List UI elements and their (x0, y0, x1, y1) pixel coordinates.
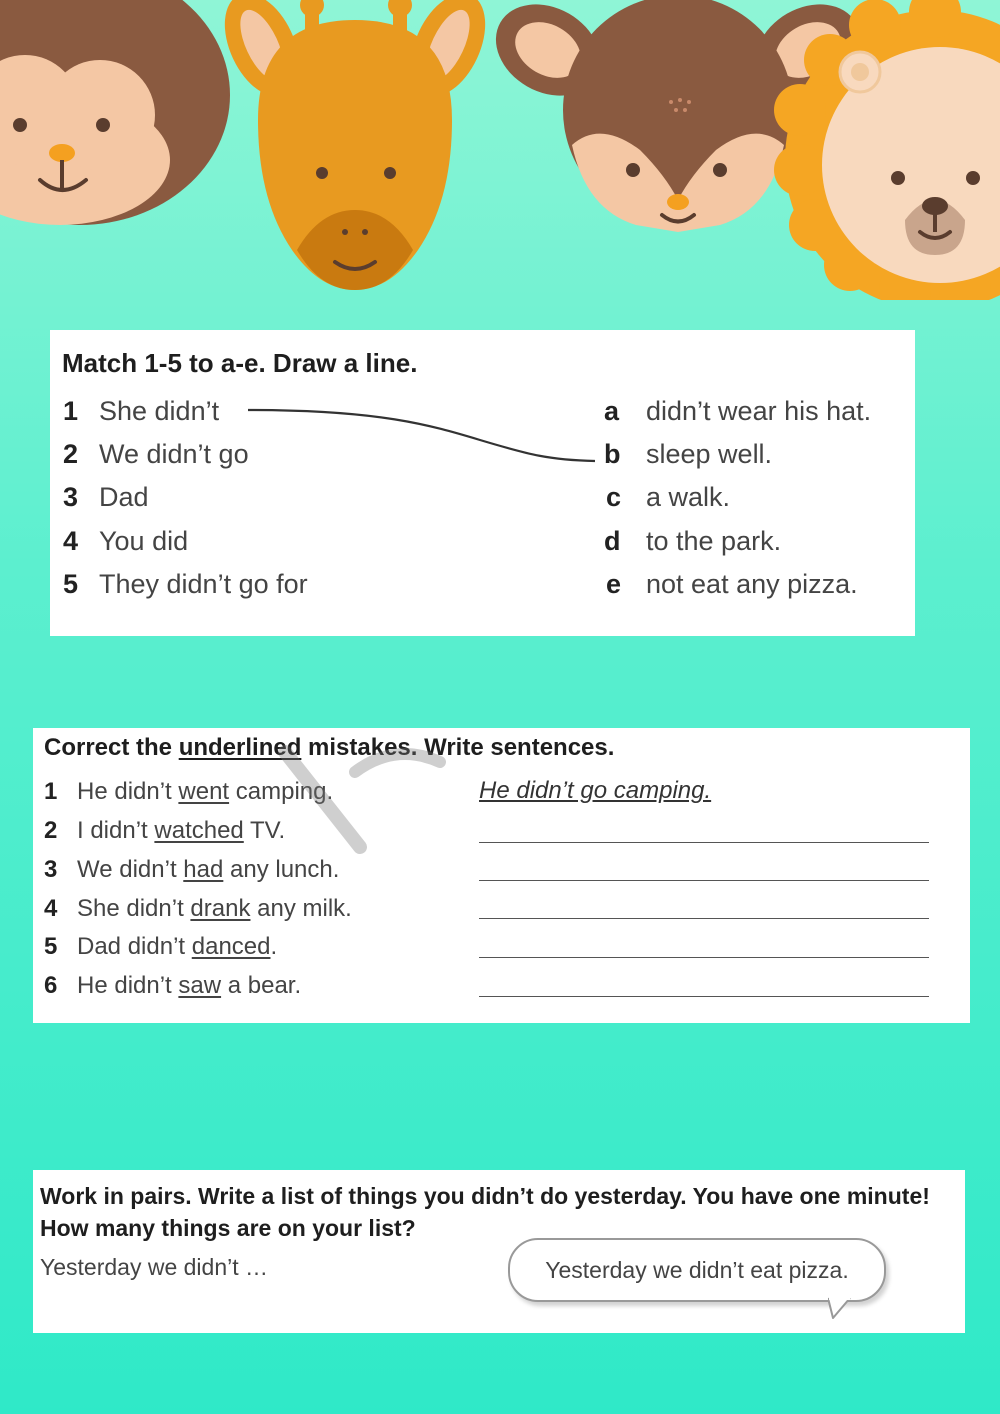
sentence-item: 1 He didn’t went camping. (44, 778, 334, 805)
answer-line-5[interactable] (479, 927, 929, 958)
watermark-mark (265, 732, 465, 862)
pairs-exercise-panel (33, 1170, 965, 1333)
answer-line-6[interactable] (479, 966, 929, 997)
sentence-starter: Yesterday we didn’t … (40, 1254, 269, 1280)
match-exercise-title: Match 1-5 to a-e. Draw a line. (62, 348, 418, 378)
animal-faces-illustration (0, 0, 1000, 300)
giraffe-face-icon (210, 0, 500, 290)
answer-line-2[interactable] (479, 812, 929, 843)
speech-bubble-text: Yesterday we didn’t eat pizza. (545, 1257, 849, 1283)
answer-line-3[interactable] (479, 850, 929, 881)
sentence-item: 4 She didn’t drank any milk. (44, 895, 352, 922)
answer-line-1[interactable]: He didn’t go camping. (479, 777, 712, 804)
sentence-item: 6 He didn’t saw a bear. (44, 972, 302, 999)
sentence-item: 2 I didn’t watched TV. (44, 817, 286, 844)
correct-mistakes-title: Correct the underlined mistakes. Write sentences. (44, 734, 615, 761)
sentence-item: 3 We didn’t had any lunch. (44, 856, 340, 883)
correct-mistakes-panel (33, 728, 970, 1023)
match-exercise-panel: Match 1-5 to a-e. Draw a line. 1 She didn’t 2 We didn’t go 3 Dad 4 You did 5 They didn’t go for a didn’t wear his hat. b sleep well. c a walk. d to the park. e not eat any pizza. (50, 330, 915, 636)
sentence-item: 5 Dad didn’t danced. (44, 933, 278, 960)
speech-bubble-tail-icon (828, 1296, 858, 1322)
monkey-face-icon (0, 0, 230, 225)
pairs-exercise-title: Work in pairs. Write a list of things you didn’t do yesterday. You have one minute! How many things are on your list? (40, 1183, 930, 1241)
answer-line-4[interactable] (479, 888, 929, 919)
speech-bubble (508, 1238, 886, 1302)
